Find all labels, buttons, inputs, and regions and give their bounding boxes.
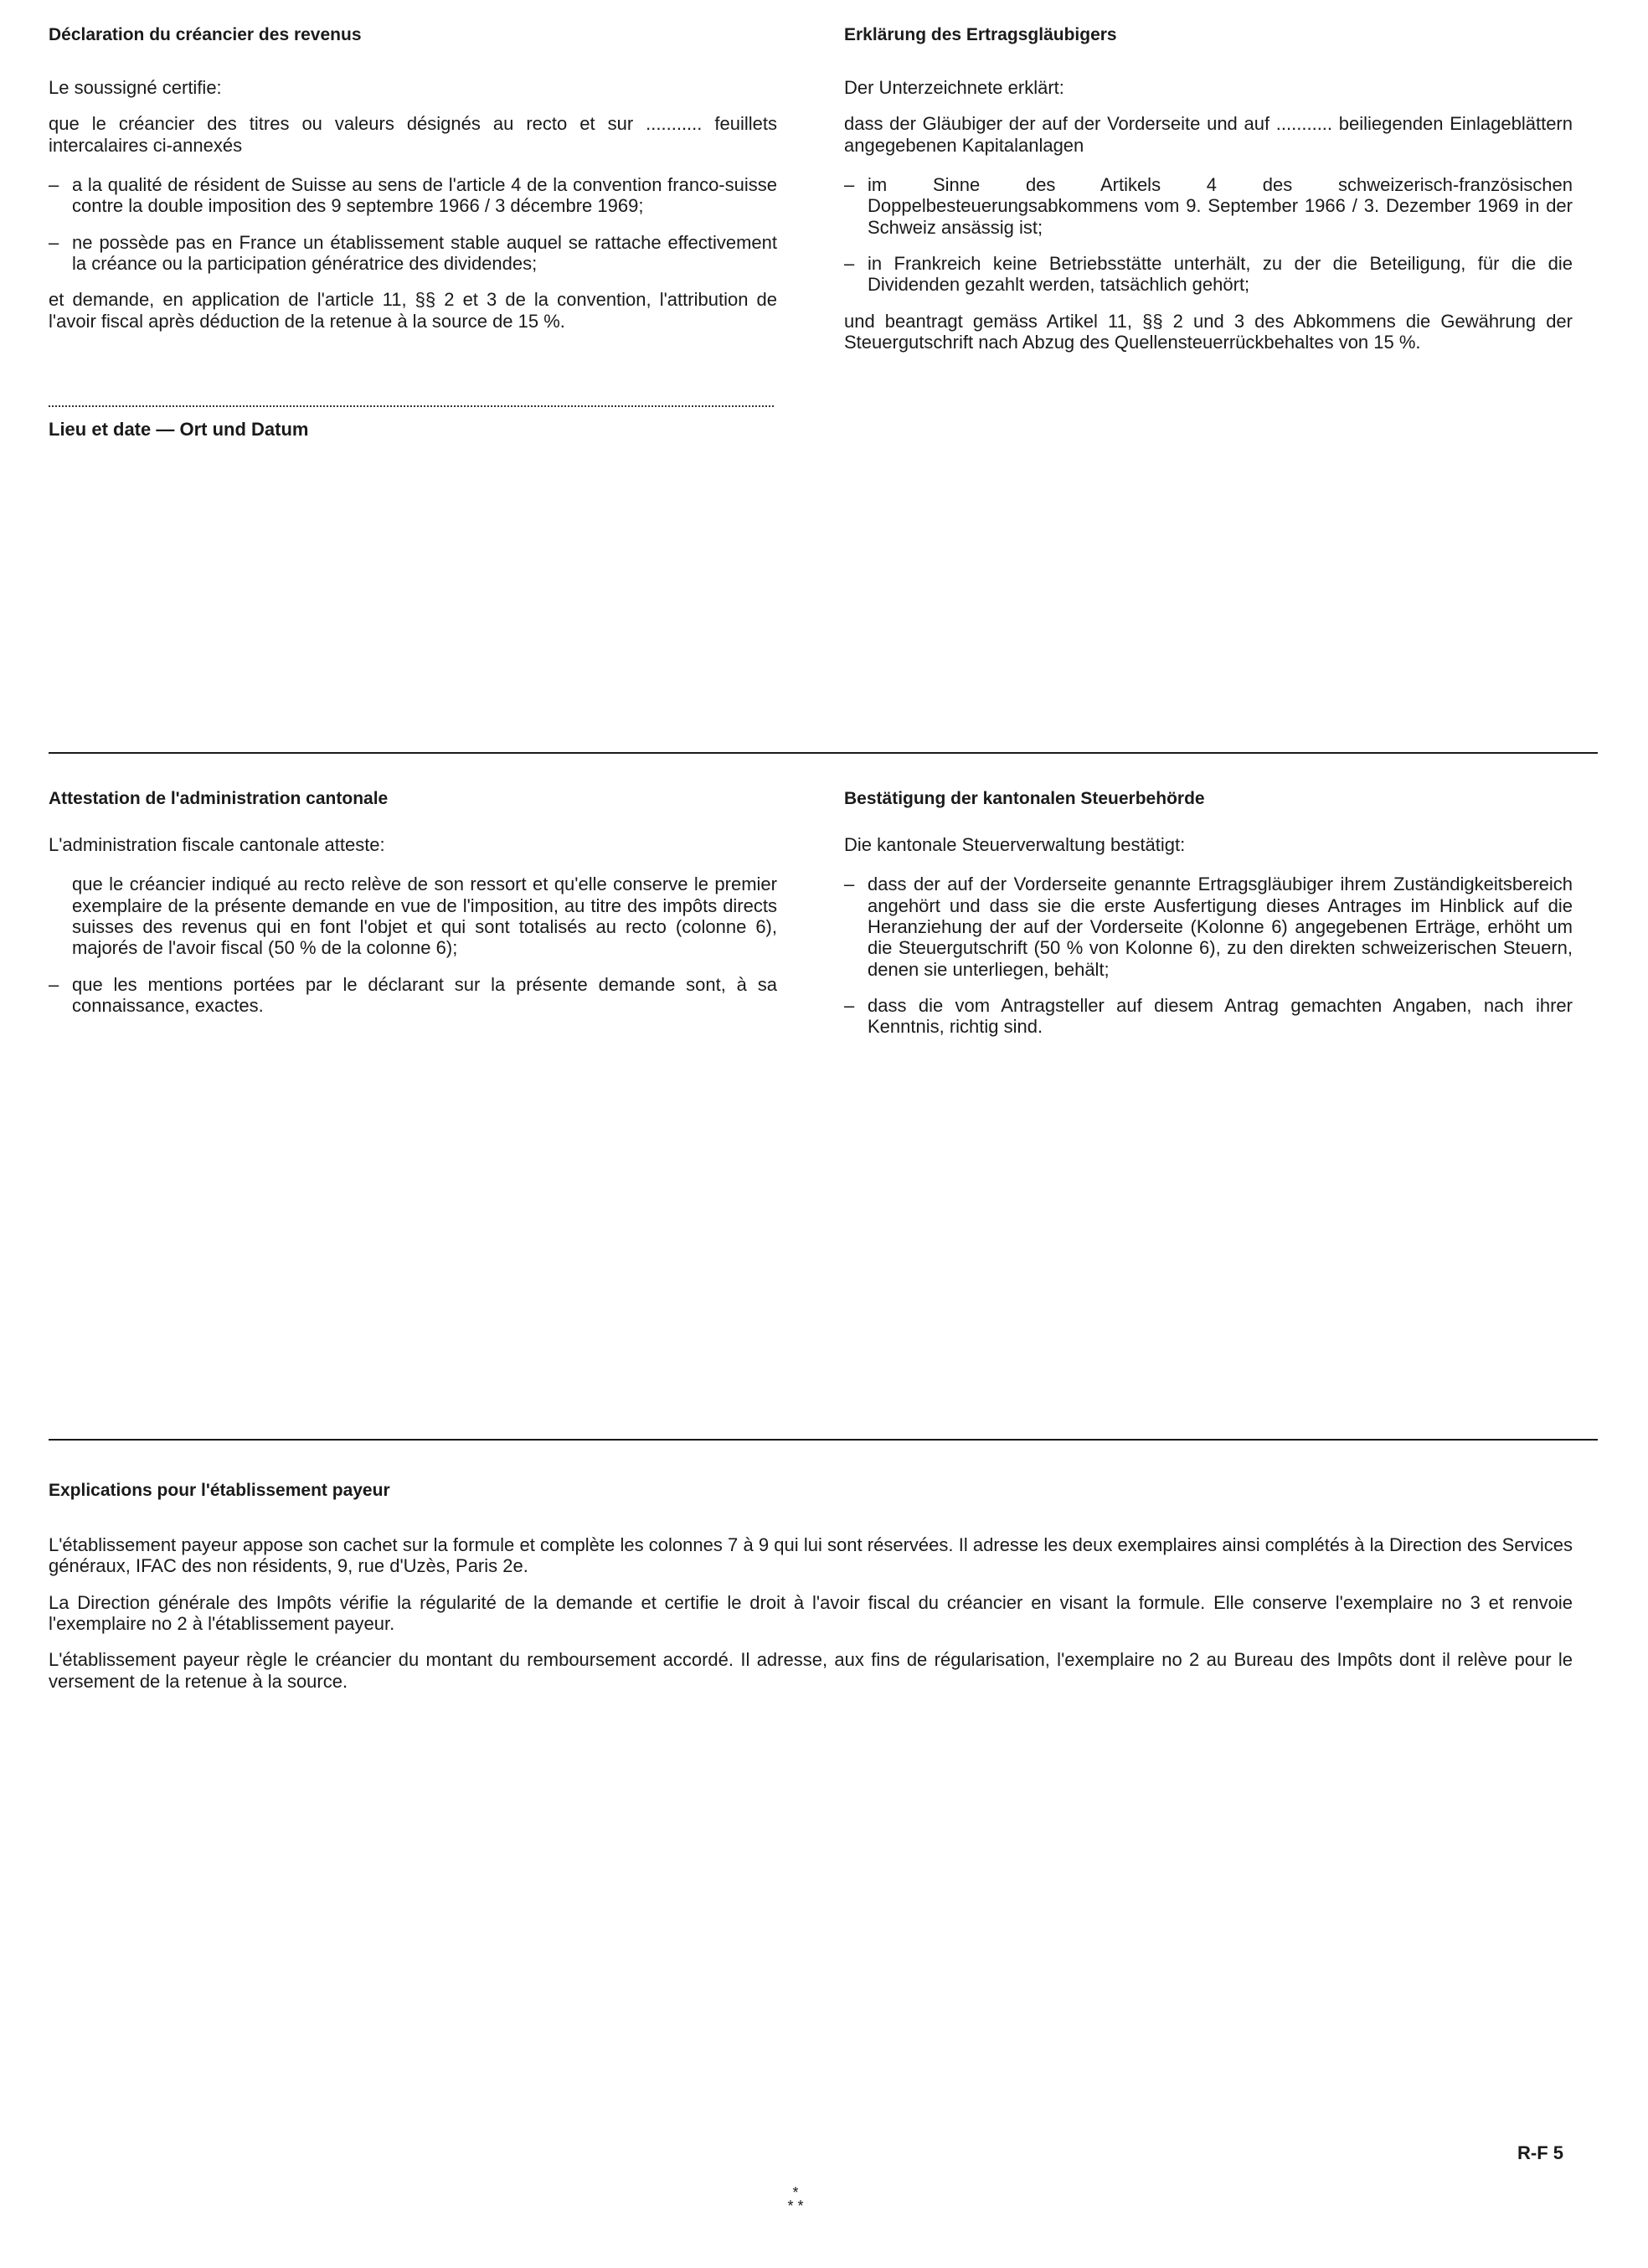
dash-mark: – [844, 252, 855, 274]
cantonal-attestation-de [844, 789, 1573, 1053]
cantonal-attestation-fr [49, 789, 777, 1031]
section-divider [49, 1439, 1598, 1441]
dash-mark: – [49, 231, 59, 253]
list-item: – in Frankreich keine Betriebsstätte unterhält, zu der die Beteiligung, für die die Dividenden gezahlt werden, tatsächlich gehört; [844, 252, 1573, 296]
asterism-mark: * * * [787, 2184, 804, 2215]
paragraph: La Direction générale des Impôts vérifie la régularité de la demande et certifie le droit à l'avoir fiscal du créancier en visant la formule. Elle conserve l'exemplaire no 3 et renvoie l'exemplaire no 2 à l'établissement payeur. [49, 1591, 1573, 1635]
section-heading: Erklärung des Ertragsgläubigers [844, 25, 1117, 44]
dash-mark: – [49, 174, 59, 196]
intro-text: Le soussigné certifie: [49, 77, 222, 99]
dash-mark: – [844, 174, 855, 196]
list-item: – dass der auf der Vorderseite genannte Ertragsgläubiger ihrem Zuständigkeitsbereich angehört und dass sie die erste Ausfertigung dieses Antrages im Hinblick auf die Heranziehung der auf der Vorderseite (Kolonne 6) angegebenen Erträge, erhöht um die Steuergutschrift (50 % von Kolonne 6), zu den direkten schweizerischen Steuern, denen sie unterliegen, behält; [844, 874, 1573, 980]
section-heading: Attestation de l'administration cantonale [49, 789, 389, 808]
intro-text: L'administration fiscale cantonale atteste: [49, 834, 385, 856]
section-divider [49, 752, 1598, 754]
paragraph: L'établissement payeur règle le créancier du montant du remboursement accordé. Il adresse, aux fins de régularisation, l'exemplaire no 2 au Bureau des Impôts dont il relève pour le versement de la retenue à la source. [49, 1649, 1573, 1692]
dash-mark: – [49, 973, 59, 995]
list-item: – a la qualité de résident de Suisse au sens de l'article 4 de la convention franco-suisse contre la double imposition des 9 septembre 1966 / 3 décembre 1969; [49, 174, 777, 217]
list-item: – dass die vom Antragsteller auf diesem Antrag gemachten Angaben, nach ihrer Kenntnis, richtig sind. [844, 994, 1573, 1038]
intro-text: Die kantonale Steuerverwaltung bestätigt: [844, 834, 1186, 856]
paragraph: que le créancier des titres ou valeurs désignés au recto et sur ........... feuillets intercalaires ci-annexés [49, 113, 777, 156]
dash-mark: – [844, 874, 855, 895]
signature-label: Lieu et date — Ort und Datum [49, 418, 309, 440]
creditor-declaration-de [844, 25, 1573, 368]
section-heading: Déclaration du créancier des revenus [49, 25, 362, 44]
paragraph: und beantragt gemäss Artikel 11, §§ 2 und 3 des Abkommens die Gewährung der Steuergutschrift nach Abzug des Quellensteuerrückbehaltes von 15 %. [844, 310, 1573, 353]
signature-line[interactable] [49, 405, 774, 407]
paragraph: que le créancier indiqué au recto relève de son ressort et qu'elle conserve le premier exemplaire de la présente demande en vue de l'imposition, au titre des impôts directs suisses des revenus qui en font l'objet et qui sont totalisés au recto (colonne 6), majorés de l'avoir fiscal (50 % de la colonne 6); [72, 874, 777, 959]
creditor-declaration-fr [49, 25, 777, 440]
paragraph: dass der Gläubiger der auf der Vorderseite und auf ........... beiliegenden Einlageblättern angegebenen Kapitalanlagen [844, 113, 1573, 156]
form-code: R-F 5 [1517, 2142, 1563, 2163]
intro-text: Der Unterzeichnete erklärt: [844, 77, 1064, 99]
dash-mark: – [844, 994, 855, 1016]
paragraph: L'établissement payeur appose son cachet sur la formule et complète les colonnes 7 à 9 qui lui sont réservées. Il adresse les deux exemplaires ainsi complétés à la Direction des Services généraux, IFAC des non résidents, 9, rue d'Uzès, Paris 2e. [49, 1534, 1573, 1577]
section-heading: Bestätigung der kantonalen Steuerbehörde [844, 789, 1205, 808]
payer-instructions [49, 1481, 1573, 1707]
list-item: – im Sinne des Artikels 4 des schweizerisch-französischen Doppelbesteuerungsabkommens vom 9. September 1966 / 3. Dezember 1969 in der Schweiz ansässig ist; [844, 174, 1573, 238]
section-heading: Explications pour l'établissement payeur [49, 1481, 390, 1500]
list-item: – ne possède pas en France un établissement stable auquel se rattache effectivement la créance ou la participation génératrice des dividendes; [49, 231, 777, 274]
list-item: – que les mentions portées par le déclarant sur la présente demande sont, à sa connaissance, exactes. [49, 973, 777, 1016]
paragraph: et demande, en application de l'article 11, §§ 2 et 3 de la convention, l'attribution de l'avoir fiscal après déduction de la retenue à la source de 15 %. [49, 289, 777, 332]
